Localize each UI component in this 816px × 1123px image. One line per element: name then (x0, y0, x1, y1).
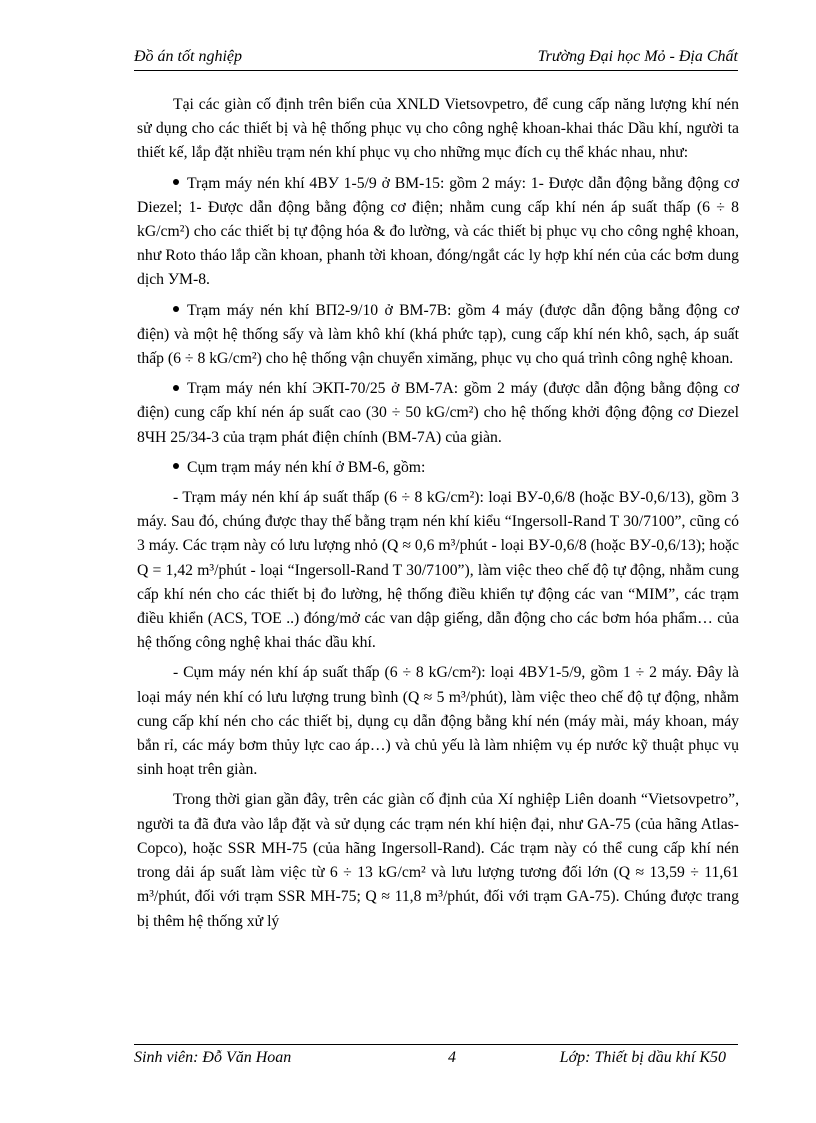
paragraph-text: - Trạm máy nén khí áp suất thấp (6 ÷ 8 kG/cm²): loại BУ-0,6/8 (hoặc BУ-0,6/13), gồm 3 máy. Sau đó, chúng được thay thế bằng trạm nén khí kiểu “Ingersoll-Rand T 30/7100”, cũng có 3 máy. Các trạm này có lưu lượng nhỏ (Q ≈ 0,6 m³/phút - loại BУ-0,6/8 (hoặc BУ-0,6/13); hoặc Q = 1,42 m³/phút - loại “Ingersoll-Rand T 30/7100”), làm việc theo chế độ tự động, nhằm cung cấp khí nén cho các thiết bị đo lường, hệ thống điều khiển tự động các van “MIM”, các trạm điều khiển (ACS, TOE ..) đóng/mở các van dập giếng, dẫn động cho các bơm hóa phẩm… của hệ thống công nghệ khai thác dầu khí. (137, 489, 739, 652)
page-header (134, 46, 738, 71)
list-item (137, 456, 739, 480)
paragraph-intro (137, 93, 739, 166)
list-item (137, 172, 739, 293)
footer-student-name: Sinh viên: Đỗ Văn Hoan (134, 1049, 292, 1066)
paragraph-recent-stations (137, 788, 739, 933)
bullet-icon (173, 463, 179, 469)
paragraph-low-pressure-station (137, 486, 739, 655)
paragraph-low-pressure-cluster (137, 661, 739, 782)
paragraph-text: Trạm máy nén khí ЭКП-70/25 ở BM-7A: gồm 2 máy (được dẫn động bằng động cơ điện) cung cấp khí nén áp suất cao (30 ÷ 50 kG/cm²) cho hệ thống khởi động động cơ Diezel 8ЧН 25/34-3 của trạm phát điện chính (BM-7A) của giàn. (137, 380, 739, 446)
bullet-icon (173, 179, 179, 185)
document-body (137, 93, 739, 940)
footer-class-name: Lớp: Thiết bị dầu khí K50 (559, 1049, 726, 1066)
bullet-icon (173, 306, 179, 312)
bullet-icon (173, 385, 179, 391)
paragraph-text: Trong thời gian gần đây, trên các giàn cố định của Xí nghiệp Liên doanh “Vietsovpetro”, người ta đã đưa vào lắp đặt và sử dụng các trạm nén khí hiện đại, như GA-75 (của hãng Atlas-Copco), hoặc SSR MH-75 (của hãng Ingersoll-Rand). Các trạm này có thể cung cấp khí nén trong dải áp suất làm việc từ 6 ÷ 13 kG/cm² và lưu lượng tương đối lớn (Q ≈ 13,59 ÷ 11,61 m³/phút, đối với trạm SSR MH-75; Q ≈ 11,8 m³/phút, đối với trạm GA-75). Chúng được trang bị thêm hệ thống xử lý (137, 791, 739, 930)
paragraph-text: - Cụm máy nén khí áp suất thấp (6 ÷ 8 kG/cm²): loại 4BУ1-5/9, gồm 1 ÷ 2 máy. Đây là loại máy nén khí có lưu lượng trung bình (Q ≈ 5 m³/phút), làm việc theo chế độ tự động, nhằm cung cấp khí nén cho các thiết bị, dụng cụ dẫn động bằng khí nén (máy mài, máy khoan, máy bắn rỉ, các máy bơm thủy lực cao áp…) và chủ yếu là làm nhiệm vụ ép nước kỹ thuật phục vụ sinh hoạt trên giàn. (137, 664, 739, 779)
list-item (137, 377, 739, 450)
page-footer (134, 1044, 738, 1071)
paragraph-text: Tại các giàn cố định trên biển của XNLD Vietsovpetro, để cung cấp năng lượng khí nén sử dụng cho các thiết bị và hệ thống phục vụ cho công nghệ khoan-khai thác Dầu khí, người ta thiết kế, lắp đặt nhiều trạm nén khí phục vụ cho những mục đích cụ thể khác nhau, như: (137, 96, 739, 162)
paragraph-text: Trạm máy nén khí 4BУ 1-5/9 ở BM-15: gồm 2 máy: 1- Được dẫn động bằng động cơ Diezel; 1- Được dẫn động bằng động cơ điện; nhằm cung cấp khí nén áp suất thấp (6 ÷ 8 kG/cm²) cho các thiết bị tự động hóa & đo lường, và các thiết bị phục vụ cho công nghệ khoan, như Roto tháo lắp cần khoan, phanh tời khoan, đóng/ngắt các ly hợp khí nén của các bơm dung dịch УМ-8. (137, 174, 739, 289)
header-left-title: Đồ án tốt nghiệp (134, 48, 242, 65)
header-right-title: Trường Đại học Mỏ - Địa Chất (537, 48, 738, 65)
footer-page-number: 4 (448, 1049, 456, 1066)
paragraph-text: Cụm trạm máy nén khí ở BM-6, gồm: (187, 458, 426, 476)
list-item (137, 299, 739, 372)
paragraph-text: Trạm máy nén khí BП2-9/10 ở BM-7B: gồm 4 máy (được dẫn động bằng động cơ điện) và một hệ thống sấy và làm khô khí (khá phức tạp), cung cấp khí nén khô, sạch, áp suất thấp (6 ÷ 8 kG/cm²) cho hệ thống vận chuyển ximăng, phục vụ cho quá trình công nghệ khoan. (137, 301, 739, 368)
